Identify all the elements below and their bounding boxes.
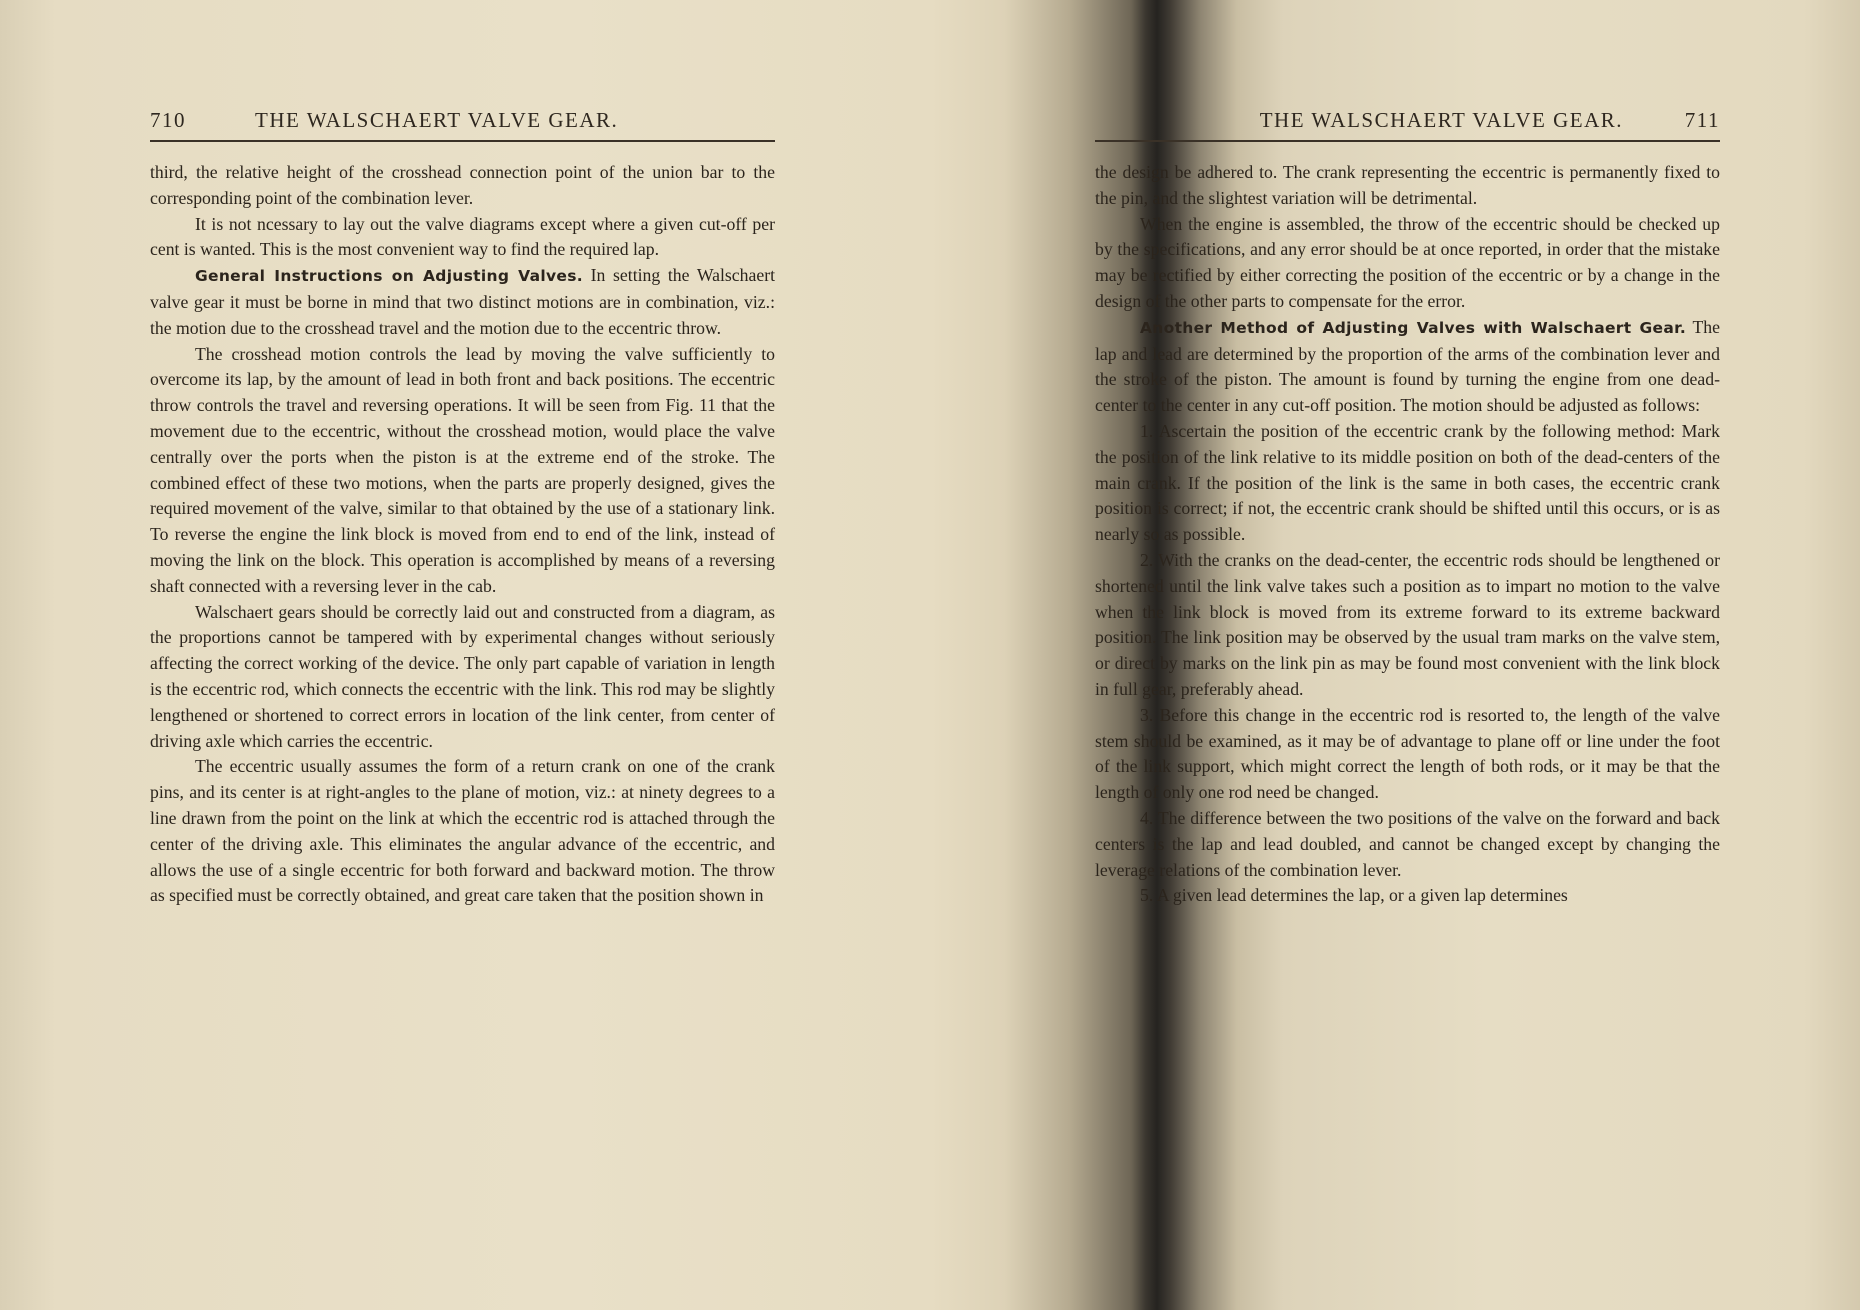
paragraph: The eccentric usually assumes the form of a return crank on one of the crank pins, and its center is at right-angles to the plane of motion, viz.: at ninety degrees to a line drawn from the point on the link at which the eccentric rod is attached through the center of the driving axle. This eliminates the angular advance of the eccentric, and allows the use of a single eccentric for both forward and backward motion. The throw as specified must be correctly obtained, and great care taken that the position shown in: [150, 756, 775, 906]
right-page: [1095, 0, 1720, 1310]
section-heading: General Instructions on Adjusting Valves.: [195, 267, 583, 286]
paragraph: 5. A given lead determines the lap, or a given lap determines: [1140, 885, 1568, 906]
paragraph-text: The lap and lead are determined by the proportion of the arms of the combination lever and the stroke of the piston. The amount is found by turning the engine from one dead-center to the center in any cut-off position. The motion should be adjusted as follows:: [1095, 316, 1720, 416]
left-page-number: 710: [150, 108, 186, 132]
paragraph: the design be adhered to. The crank representing the eccentric is permanently fixed to the pin, and the slightest variation will be detrimental.: [1095, 162, 1720, 208]
right-page-header: [1095, 108, 1720, 134]
left-page: [150, 0, 775, 1310]
paragraph: 4. The difference between the two positions of the valve on the forward and back centers is the lap and lead doubled, and cannot be changed except by changing the leverage relations of the combination lever.: [1095, 807, 1720, 880]
paragraph: When the engine is assembled, the throw of the eccentric should be checked up by the specifications, and any error should be at once reported, in order that the mistake may be rectified by either correcting the position of the eccentric or by a change in the design of the other parts to compensate for the error.: [1095, 213, 1720, 311]
right-header-rule: [1095, 140, 1720, 142]
right-page-number: 711: [1684, 108, 1720, 132]
left-header-rule: [150, 140, 775, 142]
paragraph: [1095, 315, 1720, 419]
right-running-title: THE WALSCHAERT VALVE GEAR.: [1259, 108, 1623, 132]
paragraph-text: In setting the Walschaert valve gear it must be borne in mind that two distinct motions are in combination, viz.: the motion due to the crosshead travel and the motion due to the eccentric throw.: [150, 265, 775, 338]
section-heading: Another Method of Adjusting Valves with Walschaert Gear.: [1140, 318, 1687, 337]
left-page-body: [150, 160, 775, 909]
left-page-header: [150, 108, 775, 134]
paragraph: 2. With the cranks on the dead-center, the eccentric rods should be lengthened or shortened until the link valve takes such a position as to impart no motion to the valve when the link block is moved from its extreme forward to its extreme backward position. The link position may be observed by the usual tram marks on the valve stem, or direct by marks on the link pin as may be found most convenient with the link block in full gear, preferably ahead.: [1095, 549, 1720, 699]
paragraph: The crosshead motion controls the lead by moving the valve sufficiently to overcome its lap, by the amount of lead in both front and back positions. The eccentric throw controls the travel and reversing operations. It will be seen from Fig. 11 that the movement due to the eccentric, without the crosshead motion, would place the valve centrally over the ports when the piston is at the extreme end of the stroke. The combined effect of these two motions, when the parts are properly designed, gives the required movement of the valve, similar to that obtained by the use of a stationary link. To reverse the engine the link block is moved from end to end of the link, instead of moving the link on the block. This operation is accomplished by means of a reversing shaft connected with a reversing lever in the cab.: [150, 343, 775, 596]
left-running-title: THE WALSCHAERT VALVE GEAR.: [255, 108, 619, 132]
paragraph: 1. Ascertain the position of the eccentric crank by the following method: Mark the position of the link relative to its middle position on both of the dead-centers of the main crank. If the position of the link is the same in both cases, the eccentric crank position is correct; if not, the eccentric crank should be shifted until this occurs, or is as nearly so as possible.: [1095, 420, 1720, 545]
paragraph: [150, 263, 775, 341]
paragraph: It is not ncessary to lay out the valve diagrams except where a given cut-off per cent is wanted. This is the most convenient way to find the required lap.: [150, 213, 775, 260]
paragraph: third, the relative height of the crosshead connection point of the union bar to the corresponding point of the combination lever.: [150, 162, 775, 208]
paragraph: 3. Before this change in the eccentric rod is resorted to, the length of the valve stem should be examined, as it may be of advantage to plane off or line under the foot of the link support, which might correct the length of both rods, or it may be that the length of only one rod need be changed.: [1095, 704, 1720, 803]
paragraph: Walschaert gears should be correctly laid out and constructed from a diagram, as the proportions cannot be tampered with by experimental changes without seriously affecting the correct working of the device. The only part capable of variation in length is the eccentric rod, which connects the eccentric with the link. This rod may be slightly lengthened or shortened to correct errors in location of the link center, from center of driving axle which carries the eccentric.: [150, 601, 775, 751]
right-page-body: [1095, 160, 1720, 909]
